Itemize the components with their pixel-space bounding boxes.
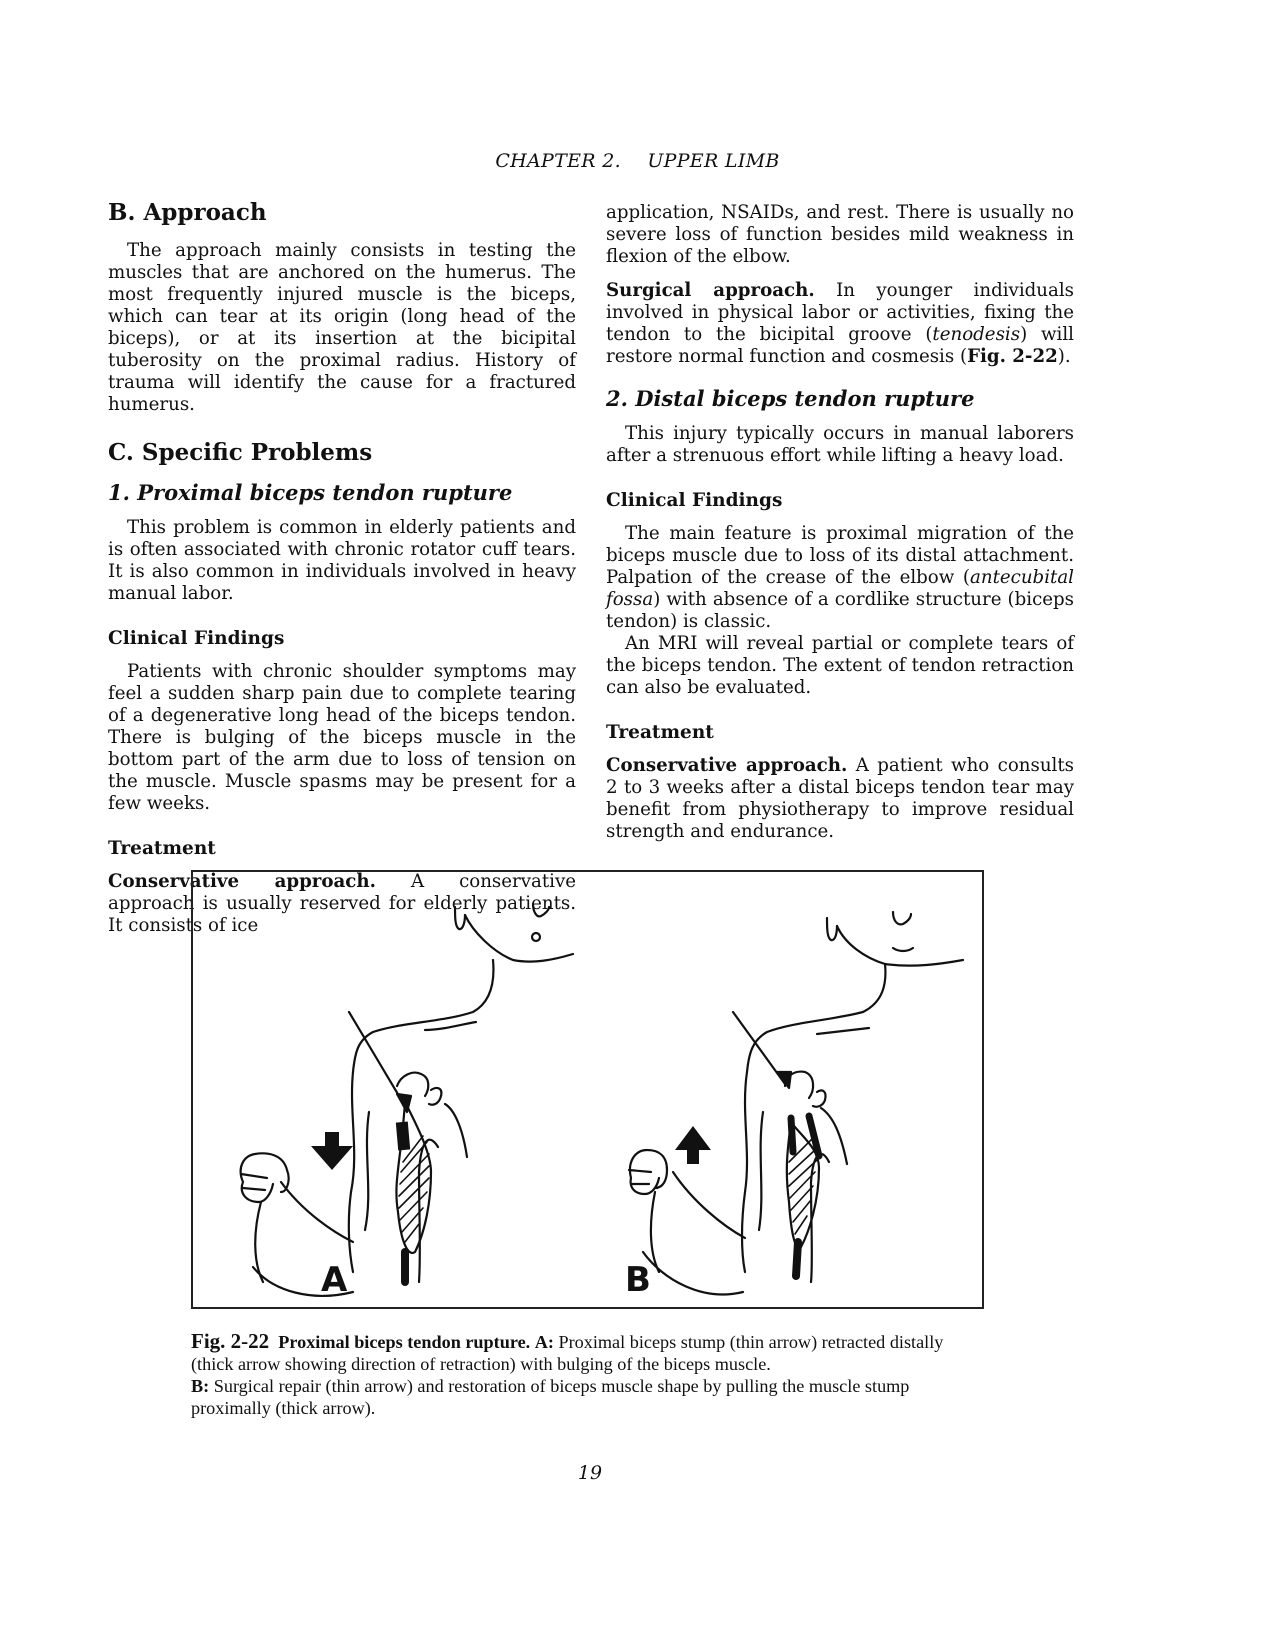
distal-tendon-b — [796, 1242, 798, 1276]
mri-paragraph: An MRI will reveal partial or complete tears of the biceps tendon. The extent of tendon retraction can also be evaluated. — [606, 633, 1074, 698]
face-nose-a — [455, 907, 465, 929]
section-heading-approach: B. Approach — [108, 199, 267, 226]
proximal-intro-paragraph: This problem is common in elderly patients and is often associated with chronic rotator cuff tears. It is also common in individuals involved in heavy manual labor. — [108, 517, 576, 604]
conservative-label: Conservative approach. — [606, 755, 848, 776]
conservative-text: A patient who consults 2 to 3 weeks after a distal biceps tendon tear may benefit from physiotherapy to improve residual strength and endurance. — [606, 755, 1074, 842]
thick-arrow-down-a — [311, 1132, 353, 1170]
figure-2-22 — [191, 870, 984, 1309]
proximal-clinical-heading: Clinical Findings — [108, 628, 285, 649]
subsection-heading-distal: 2. Distal biceps tendon rupture — [606, 386, 975, 411]
distal-clinical-paragraph — [606, 523, 1074, 633]
fist-b — [629, 1150, 667, 1194]
caption-b-text: Surgical repair (thin arrow) and restoration of biceps muscle shape by pulling the muscle stump proximally (thick arrow). — [191, 1376, 910, 1418]
antecubital-term: antecubital fossa — [606, 567, 1074, 610]
repaired-tendon-b — [791, 1116, 819, 1156]
conservative-label: Conservative approach. — [108, 871, 376, 892]
face-nose-b — [827, 918, 837, 940]
forearm-upper-b — [673, 1172, 745, 1238]
face-mouth-a — [532, 933, 540, 941]
surgical-label: Surgical approach. — [606, 280, 815, 301]
illustration — [193, 872, 983, 1308]
figure-reference: Fig. 2-22 — [967, 346, 1058, 367]
proximal-treatment-heading: Treatment — [108, 838, 216, 859]
figure-number: Fig. 2-22 — [191, 1329, 270, 1353]
distal-intro-paragraph: This injury typically occurs in manual laborers after a strenuous effort while lifting a heavy load. — [606, 423, 1074, 466]
clinical-text: ) with absence of a cordlike structure (biceps tendon) is classic. — [606, 589, 1074, 632]
surgical-text: ) will restore normal function and cosmesis ( — [606, 324, 1074, 367]
clinical-text: The main feature is proximal migration of the biceps muscle due to loss of its distal attachment. Palpation of the crease of the elbow ( — [606, 523, 1074, 588]
shoulder-line-b — [817, 1028, 869, 1034]
jaw-a — [465, 915, 573, 962]
panel-label-a: A — [321, 1260, 348, 1300]
face-mouth-b — [893, 948, 913, 951]
surgical-text: In younger individuals involved in physical labor or activities, fixing the tendon to the bicipital groove ( — [606, 280, 1074, 345]
left-column — [108, 198, 576, 937]
conservative-text: A conservative approach is usually reserved for elderly patients. It consists of ice — [108, 871, 577, 936]
right-column — [606, 198, 1074, 843]
caption-b-label: B: — [191, 1376, 210, 1396]
figure-caption — [191, 1330, 981, 1419]
section-heading-specific-problems: C. Specific Problems — [108, 439, 373, 466]
upper-arm-inner-b — [759, 1112, 763, 1230]
approach-paragraph: The approach mainly consists in testing the muscles that are anchored on the humerus. The most frequently injured muscle is the biceps, which can tear at its origin (long head of the biceps), or at its insertion at the bicipital tuberosity on the proximal radius. History of trauma will identify the cause for a fractured humerus. — [108, 240, 576, 415]
thin-arrow-b — [733, 1012, 791, 1088]
caption-a-label: A: — [534, 1332, 554, 1352]
acromion-a — [429, 1088, 441, 1105]
running-head — [0, 150, 1275, 172]
distal-clinical-heading: Clinical Findings — [606, 490, 783, 511]
distal-conservative-paragraph — [606, 755, 1074, 843]
fist-a — [241, 1153, 289, 1202]
upper-arm-inner-a — [365, 1112, 369, 1230]
face-eye-a — [533, 904, 549, 916]
thick-arrow-up-b — [675, 1126, 711, 1164]
proximal-clinical-paragraph: Patients with chronic shoulder symptoms may feel a sudden sharp pain due to complete tearing of a degenerative long head of the biceps tendon. There is bulging of the biceps muscle in the bottom part of the arm due to loss of tension on the muscle. Muscle spasms may be present for a few weeks. — [108, 661, 576, 814]
surgical-paragraph — [606, 280, 1074, 368]
figure-title: Proximal biceps tendon rupture. — [278, 1332, 531, 1352]
chapter-title: UPPER LIMB — [647, 150, 780, 172]
continued-paragraph: application, NSAIDs, and rest. There is usually no severe loss of function besides mild weakness in flexion of the elbow. — [606, 202, 1074, 267]
surgical-text: ). — [1057, 346, 1071, 367]
panel-a-drawing — [241, 904, 573, 1296]
page-number: 19 — [577, 1462, 603, 1484]
thin-arrow-a — [349, 1012, 411, 1112]
forearm-outer-b — [643, 1252, 743, 1294]
shoulder-line-a — [425, 1022, 476, 1030]
upper-arm-outer-b — [742, 1072, 747, 1272]
chapter-number: CHAPTER 2. — [495, 150, 621, 172]
distal-treatment-heading: Treatment — [606, 722, 714, 743]
jaw-b — [837, 926, 963, 966]
panel-b-drawing — [629, 912, 963, 1294]
forearm-upper-a — [281, 1182, 353, 1242]
forearm-lower-b — [651, 1192, 659, 1272]
acromion-b — [813, 1090, 826, 1106]
tenodesis-term: tenodesis — [932, 324, 1021, 345]
neck-b — [747, 964, 885, 1072]
subsection-heading-proximal: 1. Proximal biceps tendon rupture — [108, 480, 513, 505]
tendon-stump-a — [396, 1122, 410, 1151]
back-a — [445, 1104, 467, 1157]
humeral-head-a — [397, 1073, 428, 1096]
face-eye-b — [893, 912, 911, 924]
caption-a-text: Proximal biceps stump (thin arrow) retracted distally (thick arrow showing direction of retraction) with bulging of the biceps muscle. — [191, 1332, 944, 1374]
panel-label-b: B — [625, 1260, 651, 1300]
